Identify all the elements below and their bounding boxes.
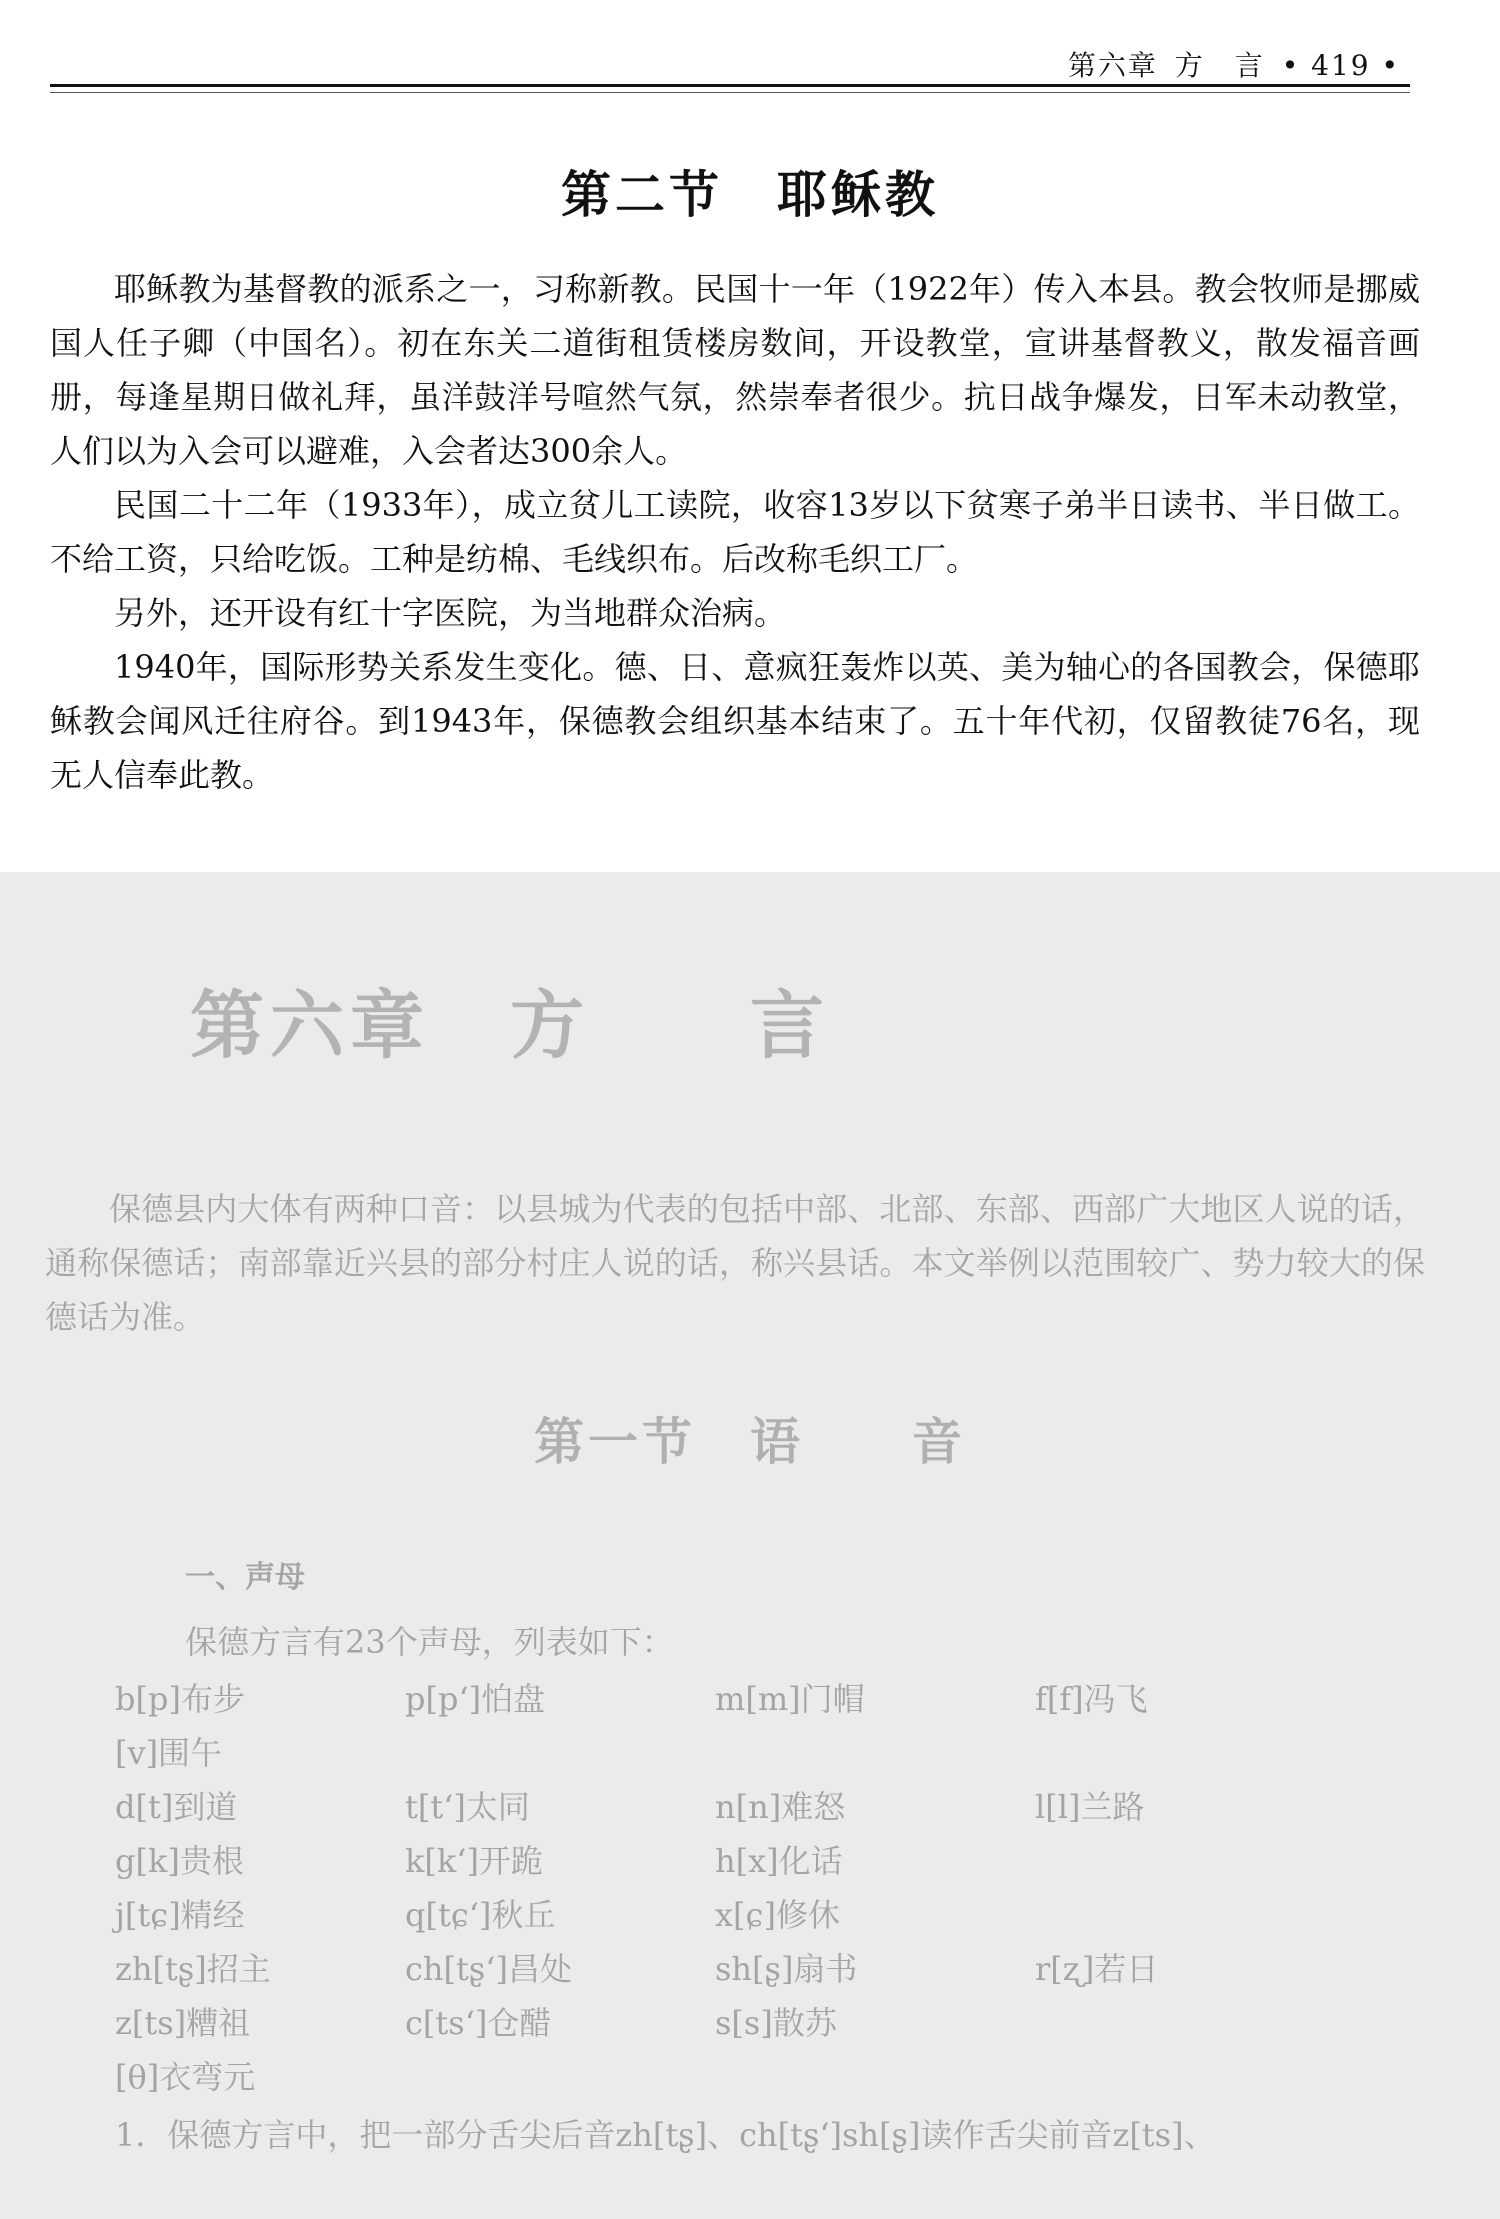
running-head-title: 方 言 — [1174, 49, 1265, 82]
table-cell — [715, 1726, 1035, 1780]
table-cell: d[t]到道 — [115, 1788, 238, 1826]
table-cell: x[ɕ]修休 — [715, 1896, 840, 1934]
table-row — [115, 1942, 1415, 1996]
section-body — [50, 262, 1420, 802]
running-head-bullet: • — [1281, 49, 1301, 82]
table-cell: sh[ʂ]扇书 — [715, 1950, 858, 1988]
table-row — [115, 1780, 1415, 1834]
table-cell: n[n]难怒 — [715, 1788, 846, 1826]
table-cell: q[tɕ‘]秋丘 — [405, 1896, 556, 1934]
initials-table — [115, 1672, 1415, 2104]
subsection-title: 一、声母 — [185, 1560, 305, 1595]
running-head-bullet-end: • — [1381, 49, 1400, 82]
paragraph: 民国二十二年（1933年），成立贫儿工读院，收容13岁以下贫寒子弟半日读书、半日做工。不给工资，只给吃饭。工种是纺棉、毛线织布。后改称毛织工厂。 — [50, 486, 1420, 578]
table-row — [115, 1672, 1415, 1726]
page-dialect-chapter — [0, 872, 1500, 2219]
table-cell: s[s]散苏 — [715, 2004, 837, 2042]
running-head-chapter: 第六章 — [1067, 49, 1158, 82]
note-line: 1．保德方言中，把一部分舌尖后音zh[tʂ]、ch[tʂ‘]sh[ʂ]读作舌尖前音z[ts]、 — [115, 2116, 1216, 2154]
chapter-title: 第六章 方 言 — [190, 983, 830, 1069]
table-cell — [1035, 1888, 1335, 1942]
table-cell — [1035, 2050, 1335, 2104]
page-419 — [0, 0, 1500, 872]
table-cell: b[p]布步 — [115, 1680, 245, 1718]
section-title: 第二节 耶稣教 — [561, 165, 939, 224]
section-title: 第一节 语 音 — [534, 1412, 966, 1471]
table-cell: h[x]化话 — [715, 1842, 843, 1880]
paragraph: 1940年，国际形势关系发生变化。德、日、意疯狂轰炸以英、美为轴心的各国教会，保德耶稣教会闻风迁往府谷。到1943年，保德教会组织基本结束了。五十年代初，仅留教徒76名，现无人信奉此教。 — [50, 648, 1420, 794]
table-cell: l[l]兰路 — [1035, 1788, 1145, 1826]
table-cell — [1035, 1996, 1335, 2050]
header-rule-thin — [50, 92, 1410, 93]
running-head — [1068, 44, 1400, 84]
page-number: 419 — [1311, 49, 1371, 82]
lead-sentence: 保德方言有23个声母，列表如下： — [185, 1623, 674, 1661]
table-cell: [θ]衣弯元 — [115, 2058, 256, 2096]
table-cell: z[ts]糟祖 — [115, 2004, 251, 2042]
table-cell: c[ts‘]仓醋 — [405, 2004, 552, 2042]
table-cell: f[f]冯飞 — [1035, 1680, 1148, 1718]
table-cell — [1035, 1834, 1335, 1888]
header-rule — [50, 84, 1410, 87]
table-cell: t[t‘]太同 — [405, 1788, 530, 1826]
table-cell — [405, 2050, 715, 2104]
table-cell: j[tɕ]精经 — [115, 1896, 245, 1934]
table-row — [115, 2050, 1415, 2104]
paragraph: 耶稣教为基督教的派系之一，习称新教。民国十一年（1922年）传入本县。教会牧师是挪威国人任子卿（中国名）。初在东关二道街租赁楼房数间，开设教堂，宣讲基督教义，散发福音画册，每逢星期日做礼拜，虽洋鼓洋号喧然气氛，然崇奉者很少。抗日战争爆发，日军未动教堂，人们以为入会可以避难，入会者达300余人。 — [50, 270, 1420, 470]
paragraph: 另外，还开设有红十字医院，为当地群众治病。 — [114, 594, 787, 632]
table-cell: p[p‘]怕盘 — [405, 1680, 546, 1718]
table-cell: zh[tʂ]招主 — [115, 1950, 271, 1988]
table-cell — [405, 1726, 715, 1780]
table-row — [115, 1726, 1415, 1780]
table-cell: g[k]贵根 — [115, 1842, 244, 1880]
paragraph: 保德县内大体有两种口音：以县城为代表的包括中部、北部、东部、西部广大地区人说的话，通称保德话；南部靠近兴县的部分村庄人说的话，称兴县话。本文举例以范围较广、势力较大的保德话为准。 — [45, 1190, 1425, 1336]
table-cell — [715, 2050, 1035, 2104]
table-row — [115, 1834, 1415, 1888]
chapter-intro — [45, 1182, 1425, 1344]
table-row — [115, 1996, 1415, 2050]
table-cell: r[ʐ]若日 — [1035, 1950, 1159, 1988]
table-cell: ch[tʂ‘]昌处 — [405, 1950, 572, 1988]
table-cell: k[k‘]开跪 — [405, 1842, 543, 1880]
table-row — [115, 1888, 1415, 1942]
table-cell: [v]围午 — [115, 1734, 223, 1772]
table-cell — [1035, 1726, 1335, 1780]
table-cell: m[m]门帽 — [715, 1680, 865, 1718]
